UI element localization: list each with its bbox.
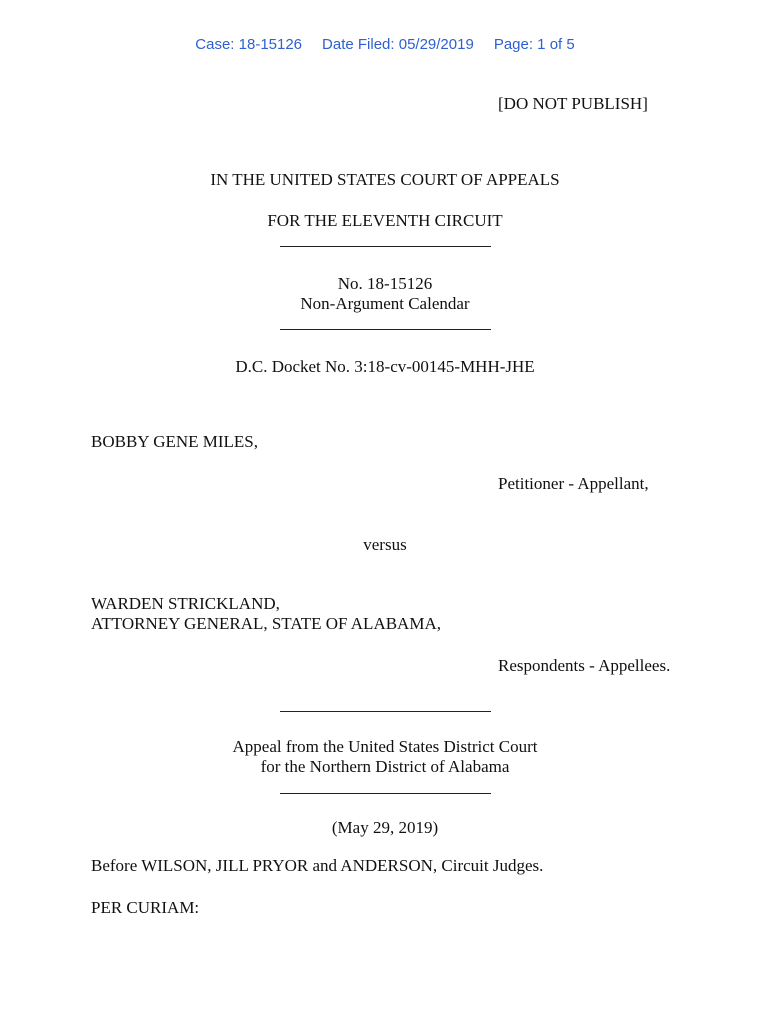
decision-date: (May 29, 2019) (331, 818, 439, 837)
divider-rule (280, 329, 491, 330)
panel-judges: Before WILSON, JILL PRYOR and ANDERSON, Circuit Judges. (91, 856, 544, 875)
appeal-origin-line2: for the Northern District of Alabama (260, 757, 510, 776)
respondent-name-line1: WARDEN STRICKLAND, (91, 594, 280, 613)
per-curiam-heading: PER CURIAM: (91, 898, 200, 917)
divider-rule (280, 711, 491, 712)
page-count-stamp: Page: 1 of 5 (493, 36, 575, 53)
case-number-stamp: Case: 18-15126 (195, 36, 303, 53)
court-name-line1: IN THE UNITED STATES COURT OF APPEALS (210, 170, 560, 189)
petitioner-role: Petitioner - Appellant, (498, 474, 649, 493)
divider-rule (280, 793, 491, 794)
divider-rule (280, 246, 491, 247)
petitioner-name: BOBBY GENE MILES, (91, 432, 259, 451)
respondent-name-line2: ATTORNEY GENERAL, STATE OF ALABAMA, (91, 614, 441, 633)
date-filed-stamp: Date Filed: 05/29/2019 (322, 36, 474, 53)
docket-number: D.C. Docket No. 3:18-cv-00145-MHH-JHE (235, 357, 535, 376)
calendar-type: Non-Argument Calendar (300, 294, 470, 313)
respondent-role: Respondents - Appellees. (498, 656, 671, 675)
case-number: No. 18-15126 (337, 274, 433, 293)
publish-notice: [DO NOT PUBLISH] (498, 94, 648, 113)
appeal-origin-line1: Appeal from the United States District Court (232, 737, 538, 756)
versus-label: versus (363, 535, 407, 554)
court-name-line2: FOR THE ELEVENTH CIRCUIT (267, 211, 503, 230)
filing-stamp (0, 36, 770, 53)
